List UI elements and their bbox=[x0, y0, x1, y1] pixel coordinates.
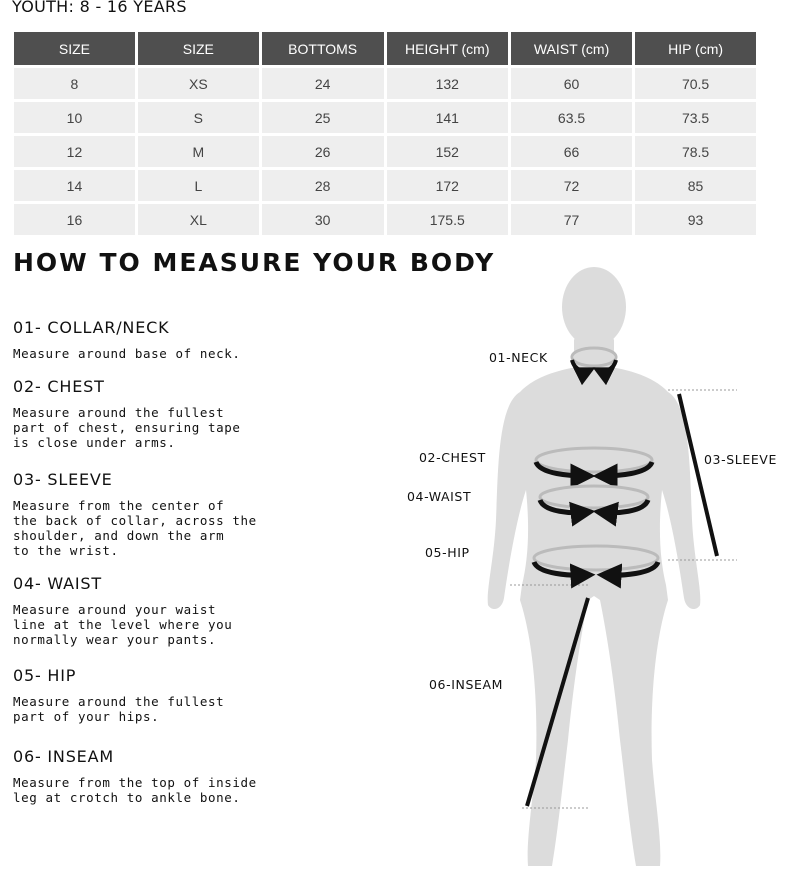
table-cell: 25 bbox=[262, 102, 384, 133]
page-heading: YOUTH: 8 - 16 YEARS bbox=[12, 0, 187, 16]
step-description: Measure around the fullest part of chest, ensuring tape is close under arms. bbox=[13, 405, 241, 450]
table-cell: 14 bbox=[14, 170, 135, 201]
table-cell: S bbox=[138, 102, 259, 133]
column-header: HIP (cm) bbox=[635, 32, 756, 65]
step-title: 05- HIP bbox=[13, 666, 77, 685]
column-header: BOTTOMS bbox=[262, 32, 384, 65]
column-header: SIZE bbox=[138, 32, 259, 65]
step-description: Measure from the top of inside leg at crotch to ankle bone. bbox=[13, 775, 257, 805]
table-cell: 73.5 bbox=[635, 102, 756, 133]
table-cell: 152 bbox=[387, 136, 508, 167]
table-cell: 26 bbox=[262, 136, 384, 167]
column-header: WAIST (cm) bbox=[511, 32, 632, 65]
table-cell: L bbox=[138, 170, 259, 201]
table-cell: 12 bbox=[14, 136, 135, 167]
column-header: HEIGHT (cm) bbox=[387, 32, 508, 65]
label-waist: 04-WAIST bbox=[407, 489, 472, 504]
table-cell: 30 bbox=[262, 204, 384, 235]
step-description: Measure around your waist line at the level where you normally wear your pants. bbox=[13, 602, 233, 647]
step-title: 06- INSEAM bbox=[13, 747, 114, 766]
table-cell: 172 bbox=[387, 170, 508, 201]
table-cell: 78.5 bbox=[635, 136, 756, 167]
table-cell: 77 bbox=[511, 204, 632, 235]
step-description: Measure around base of neck. bbox=[13, 346, 241, 361]
step-title: 03- SLEEVE bbox=[13, 470, 113, 489]
table-cell: 66 bbox=[511, 136, 632, 167]
table-cell: 141 bbox=[387, 102, 508, 133]
table-cell: XS bbox=[138, 68, 259, 99]
table-cell: 10 bbox=[14, 102, 135, 133]
label-inseam: 06-INSEAM bbox=[429, 677, 504, 692]
label-neck: 01-NECK bbox=[489, 350, 548, 365]
section-title: HOW TO MEASURE YOUR BODY bbox=[13, 248, 496, 277]
table-cell: 85 bbox=[635, 170, 756, 201]
table-cell: 72 bbox=[511, 170, 632, 201]
step-title: 04- WAIST bbox=[13, 574, 102, 593]
table-cell: 93 bbox=[635, 204, 756, 235]
table-cell: 8 bbox=[14, 68, 135, 99]
table-cell: 132 bbox=[387, 68, 508, 99]
step-description: Measure around the fullest part of your hips. bbox=[13, 694, 225, 724]
table-cell: XL bbox=[138, 204, 259, 235]
label-chest: 02-CHEST bbox=[419, 450, 486, 465]
table-cell: M bbox=[138, 136, 259, 167]
label-sleeve: 03-SLEEVE bbox=[704, 452, 777, 467]
table-cell: 175.5 bbox=[387, 204, 508, 235]
table-cell: 24 bbox=[262, 68, 384, 99]
table-cell: 63.5 bbox=[511, 102, 632, 133]
table-cell: 16 bbox=[14, 204, 135, 235]
column-header: SIZE bbox=[14, 32, 135, 65]
table-cell: 70.5 bbox=[635, 68, 756, 99]
step-description: Measure from the center of the back of collar, across the shoulder, and down the arm to the wrist. bbox=[13, 498, 257, 558]
step-title: 01- COLLAR/NECK bbox=[13, 318, 170, 337]
step-title: 02- CHEST bbox=[13, 377, 105, 396]
table-cell: 28 bbox=[262, 170, 384, 201]
label-hip: 05-HIP bbox=[425, 545, 470, 560]
table-cell: 60 bbox=[511, 68, 632, 99]
